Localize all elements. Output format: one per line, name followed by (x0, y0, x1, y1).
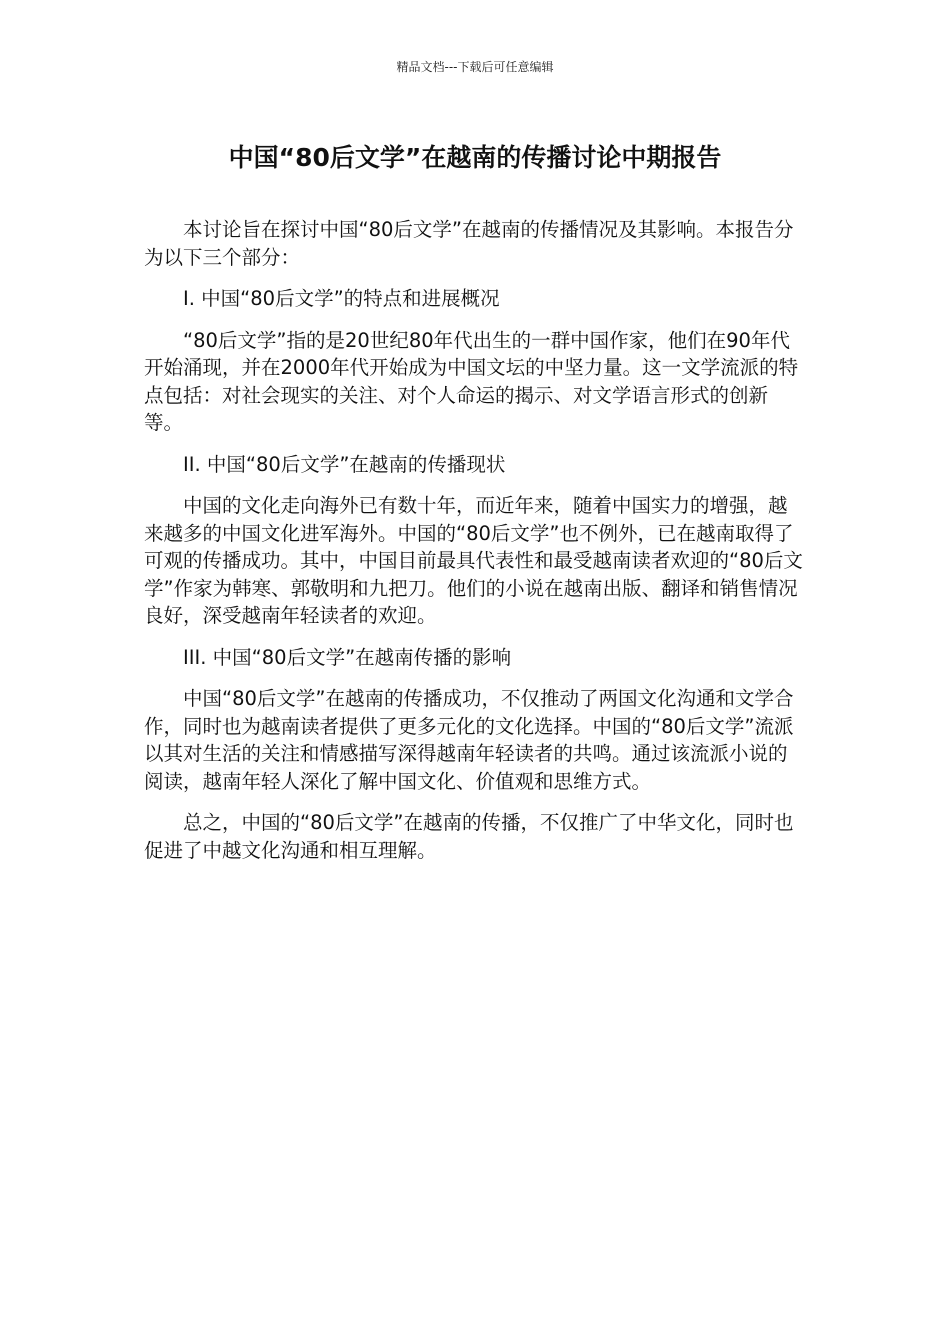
section-paragraph-3: 中国“80后文学”在越南的传播成功，不仅推动了两国文化沟通和文学合作，同时也为越南读者提供了更多元化的文化选择。中国的“80后文学”流派以其对生活的关注和情感描写深得越南年轻读者的共鸣。通过该流派小说的阅读，越南年轻人深化了解中国文化、价值观和思维方式。 (144, 687, 794, 793)
intro-paragraph: 本讨论旨在探讨中国“80后文学”在越南的传播情况及其影响。本报告分为以下三个部分： (144, 218, 794, 269)
section-heading-1: I. 中国“80后文学”的特点和进展概况 (183, 287, 500, 310)
section-heading-2: II. 中国“80后文学”在越南的传播现状 (183, 452, 506, 476)
document-body (144, 216, 806, 878)
section-paragraph-2: 中国的文化走向海外已有数十年，而近年来，随着中国实力的增强，越来越多的中国文化进军海外。中国的“80后文学”也不例外，已在越南取得了可观的传播成功。其中，中国目前最具代表性和最受越南读者欢迎的“80后文学”作家为韩寒、郭敬明和九把刀。他们的小说在越南出版、翻译和销售情况良好，深受越南年轻读者的欢迎。 (144, 494, 803, 627)
section-heading-3: III. 中国“80后文学”在越南传播的影响 (183, 645, 512, 669)
conclusion-paragraph: 总之，中国的“80后文学”在越南的传播，不仅推广了中华文化，同时也促进了中越文化沟通和相互理解。 (144, 811, 794, 862)
document-title: 中国“80后文学”在越南的传播讨论中期报告 (228, 143, 722, 172)
page-header: 精品文档---下载后可任意编辑 (396, 60, 554, 74)
section-paragraph-1: “80后文学”指的是20世纪80年代出生的一群中国作家，他们在90年代开始涌现，并在2000年代开始成为中国文坛的中坚力量。这一文学流派的特点包括：对社会现实的关注、对个人命运的揭示、对文学语言形式的创新等。 (144, 328, 799, 434)
